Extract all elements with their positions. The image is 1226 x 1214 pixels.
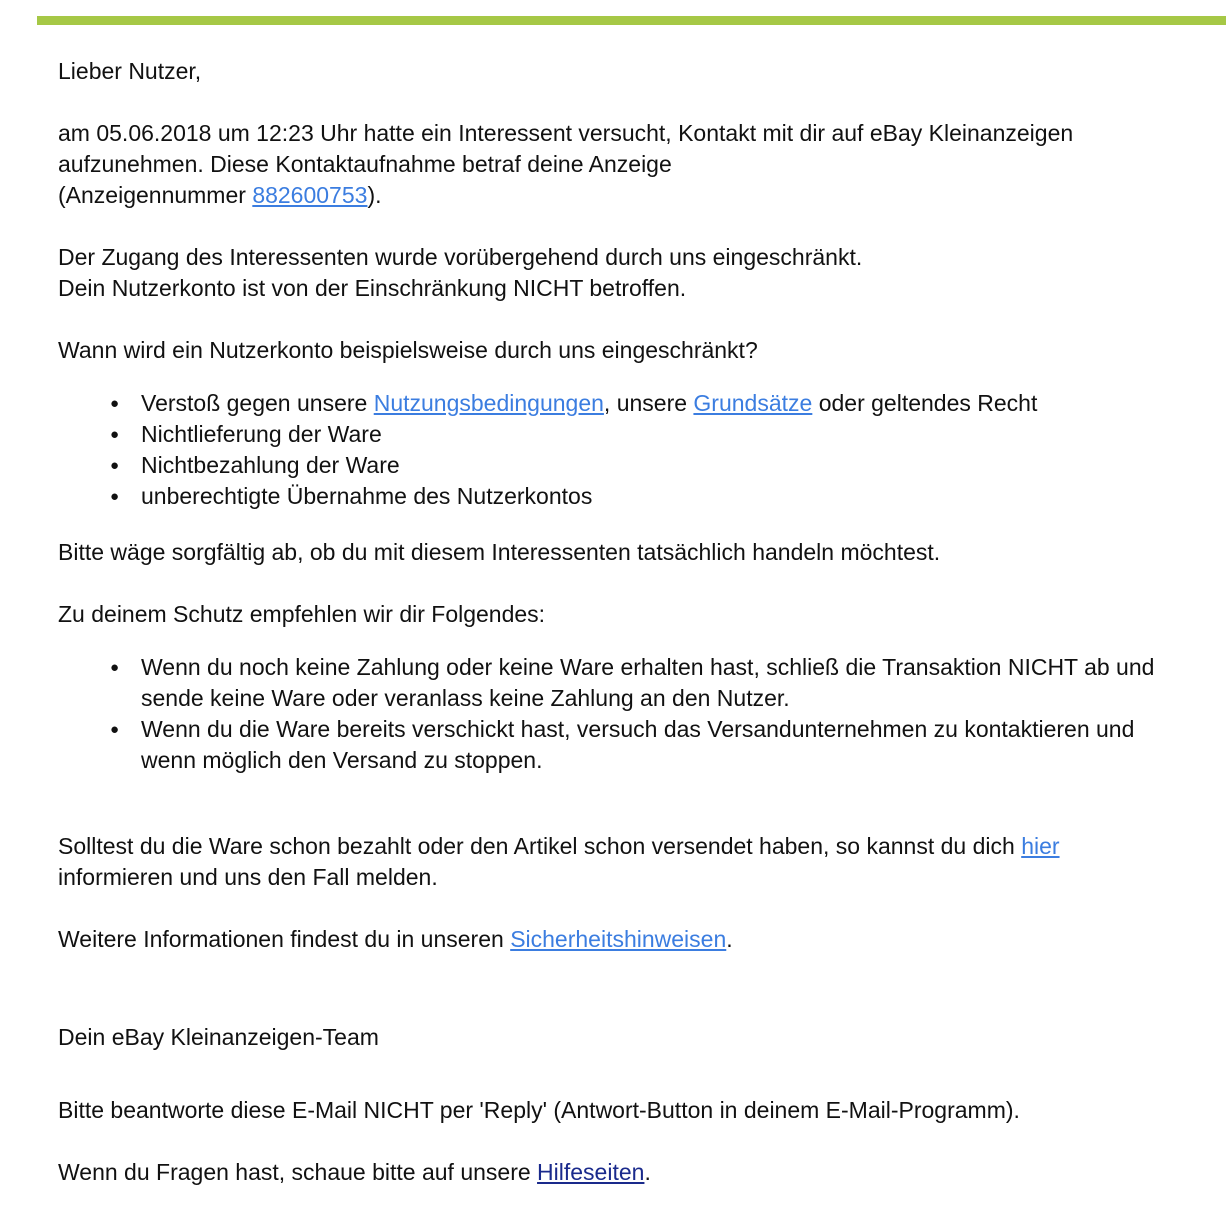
help-before: Wenn du Fragen hast, schaue bitte auf unsere xyxy=(58,1159,538,1185)
list-item xyxy=(58,714,1226,776)
list-item xyxy=(58,388,1226,419)
list-item: ● Nichtlieferung der Ware xyxy=(58,419,1226,450)
intro-line-1: am 05.06.2018 um 12:23 Uhr hatte ein Interessent versucht, Kontakt mit dir auf eBay Kleinanzeigen xyxy=(58,120,1074,146)
more-info-after: . xyxy=(726,926,733,952)
restriction-line-2: Dein Nutzerkonto ist von der Einschränkung NICHT betroffen. xyxy=(58,275,687,301)
reason-1-after: oder geltendes Recht xyxy=(812,390,1038,416)
accent-top-bar xyxy=(37,16,1226,25)
restriction-question: Wann wird ein Nutzerkonto beispielsweise durch uns eingeschränkt? xyxy=(58,337,758,363)
restriction-paragraph xyxy=(58,242,1226,304)
list-item xyxy=(58,652,1226,714)
report-paragraph xyxy=(58,831,1226,893)
recommendation-1-line-2: sende keine Ware oder veranlass keine Zahlung an den Nutzer. xyxy=(141,685,790,711)
list-item: ● unberechtigte Übernahme des Nutzerkontos xyxy=(58,481,1226,512)
more-info xyxy=(58,924,1226,955)
signature: Dein eBay Kleinanzeigen-Team xyxy=(58,1024,379,1050)
email-body xyxy=(58,56,1226,1188)
safety-notes-link[interactable]: Sicherheitshinweisen xyxy=(510,926,727,952)
intro-line-3-before: (Anzeigennummer xyxy=(58,182,253,208)
recommendation-1-line-1: ● Wenn du noch keine Zahlung oder keine Ware erhalten hast, schließ die Transaktion NICHT ab und xyxy=(141,654,1155,680)
help-pages-link[interactable]: Hilfeseiten xyxy=(537,1159,645,1185)
help-text xyxy=(58,1157,1226,1188)
reason-1-mid: , unsere xyxy=(603,390,694,416)
intro-paragraph xyxy=(58,118,1226,211)
no-reply-notice: Bitte beantworte diese E-Mail NICHT per 'Reply' (Antwort-Button in deinem E-Mail-Programm). xyxy=(58,1097,1020,1123)
intro-line-2: aufzunehmen. Diese Kontaktaufnahme betraf deine Anzeige xyxy=(58,151,672,177)
report-line-1-text: Solltest du die Ware schon bezahlt oder den Artikel schon versendet haben, so kannst du dich xyxy=(58,833,1022,859)
protection-intro: Zu deinem Schutz empfehlen wir dir Folgendes: xyxy=(58,601,546,627)
intro-line-3-after: ). xyxy=(367,182,382,208)
report-here-link[interactable]: hier xyxy=(1021,833,1060,859)
principles-link[interactable]: Grundsätze xyxy=(693,390,813,416)
terms-of-use-link[interactable]: Nutzungsbedingungen xyxy=(373,390,604,416)
more-info-before: Weitere Informationen findest du in unseren xyxy=(58,926,511,952)
ad-number-link[interactable]: 882600753 xyxy=(252,182,368,208)
greeting: Lieber Nutzer, xyxy=(58,58,202,84)
list-item: ● Nichtbezahlung der Ware xyxy=(58,450,1226,481)
reasons-list xyxy=(58,388,1226,512)
recommendations-list xyxy=(58,652,1226,776)
report-line-2: informieren und uns den Fall melden. xyxy=(58,864,438,890)
intro-line-3 xyxy=(58,180,1226,211)
weigh-text: Bitte wäge sorgfältig ab, ob du mit diesem Interessenten tatsächlich handeln möchtest. xyxy=(58,539,941,565)
help-after: . xyxy=(644,1159,651,1185)
report-line-1 xyxy=(58,831,1226,862)
restriction-line-1: Der Zugang des Interessenten wurde vorübergehend durch uns eingeschränkt. xyxy=(58,244,863,270)
recommendation-2-line-1: ● Wenn du die Ware bereits verschickt hast, versuch das Versandunternehmen zu kontaktieren und xyxy=(141,716,1135,742)
recommendation-2-line-2: wenn möglich den Versand zu stoppen. xyxy=(141,747,543,773)
reason-1-before: Verstoß gegen unsere xyxy=(141,390,374,416)
